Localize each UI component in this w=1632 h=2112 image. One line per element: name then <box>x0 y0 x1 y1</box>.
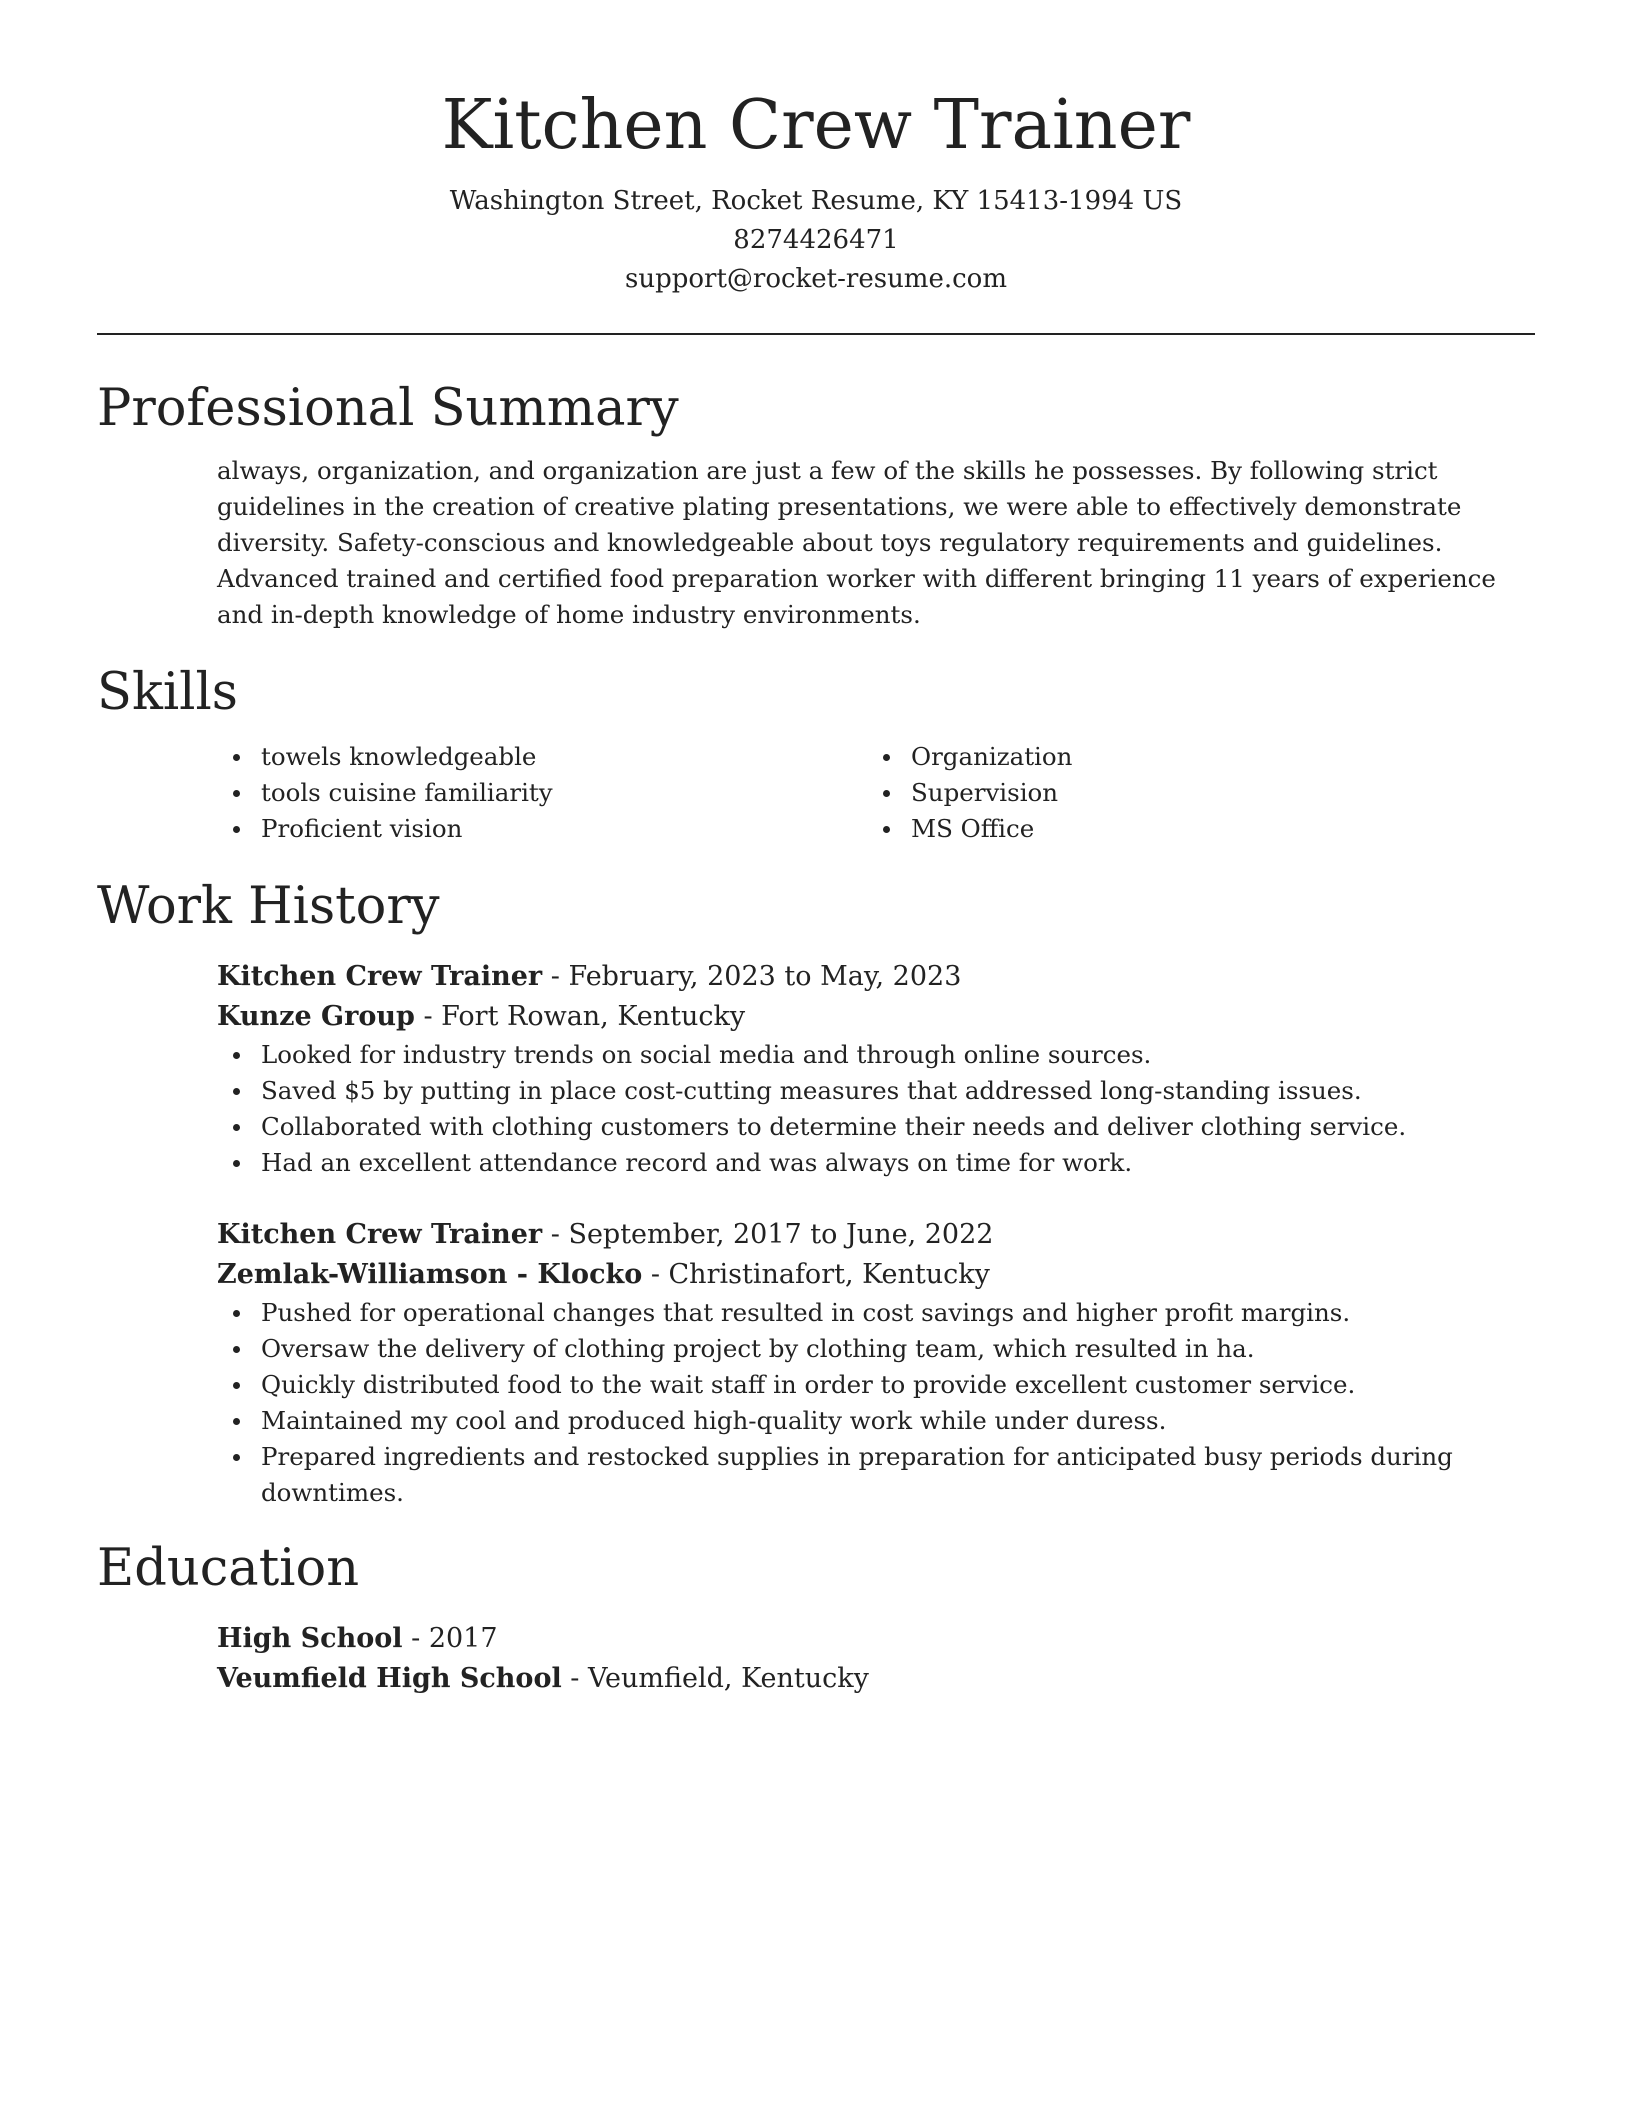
summary-text: always, organization, and organization are just a few of the skills he possesses. By following strict guidelines in the creation of creative plating presentations, we were able to effectively demonstrate diversity. Safety-conscious and knowledgeable about toys regulatory requirements and guidelines. Advanced trained and certified food preparation worker with different bringing 11 years of experience and in-depth knowledge of home industry environments. <box>217 456 1496 629</box>
education-entry <box>217 1619 1535 1699</box>
job-title-line <box>217 957 1535 997</box>
job-company-line <box>217 997 1535 1037</box>
job-bullet: Saved $5 by putting in place cost-cutting measures that addressed long-standing issues. <box>261 1073 1535 1109</box>
skills-column-left <box>217 739 867 847</box>
skills-column-right <box>867 739 1517 847</box>
job-bullet: Had an excellent attendance record and was always on time for work. <box>261 1145 1535 1181</box>
job-company-line <box>217 1255 1535 1295</box>
skill-item: towels knowledgeable <box>261 739 867 775</box>
job-location: - Fort Rowan, Kentucky <box>414 1001 746 1032</box>
skill-item: MS Office <box>911 811 1517 847</box>
job-title-line <box>217 1215 1535 1255</box>
education-location: - Veumfield, Kentucky <box>561 1663 869 1694</box>
candidate-name: Kitchen Crew Trainer <box>441 86 1191 165</box>
contact-block <box>97 182 1535 299</box>
job-entry <box>217 957 1535 1181</box>
section-title-work-history: Work History <box>97 877 440 936</box>
resume-header <box>97 0 1535 299</box>
job-bullet: Collaborated with clothing customers to determine their needs and deliver clothing service. <box>261 1109 1535 1145</box>
education-year: - 2017 <box>402 1623 498 1654</box>
job-bullet: Pushed for operational changes that resulted in cost savings and higher profit margins. <box>261 1295 1535 1331</box>
skill-item: Supervision <box>911 775 1517 811</box>
job-role: Kitchen Crew Trainer <box>217 961 543 992</box>
job-bullet: Quickly distributed food to the wait staff in order to provide excellent customer service. <box>261 1367 1535 1403</box>
job-role: Kitchen Crew Trainer <box>217 1219 543 1250</box>
job-bullet: Prepared ingredients and restocked supplies in preparation for anticipated busy periods during downtimes. <box>261 1439 1535 1511</box>
skill-item: Proficient vision <box>261 811 867 847</box>
education-degree-line <box>217 1619 1535 1659</box>
job-dates: - February, 2023 to May, 2023 <box>542 961 962 992</box>
section-title-skills: Skills <box>97 663 238 722</box>
job-bullet: Oversaw the delivery of clothing project by clothing team, which resulted in ha. <box>261 1331 1535 1367</box>
contact-address: Washington Street, Rocket Resume, KY 15413-1994 US <box>449 186 1183 216</box>
education-degree: High School <box>217 1623 403 1654</box>
education-school-line <box>217 1659 1535 1699</box>
section-title-education: Education <box>97 1539 360 1598</box>
skills-grid <box>217 739 1535 847</box>
skill-item: tools cuisine familiarity <box>261 775 867 811</box>
job-company: Kunze Group <box>217 1001 415 1032</box>
contact-phone: 8274426471 <box>733 225 899 255</box>
job-entry <box>217 1215 1535 1511</box>
skill-item: Organization <box>911 739 1517 775</box>
header-divider <box>97 333 1535 335</box>
job-company: Zemlak-Williamson - Klocko <box>217 1259 643 1290</box>
job-bullet: Maintained my cool and produced high-quality work while under duress. <box>261 1403 1535 1439</box>
section-title-summary: Professional Summary <box>97 379 679 438</box>
job-bullet: Looked for industry trends on social media and through online sources. <box>261 1037 1535 1073</box>
job-dates: - September, 2017 to June, 2022 <box>542 1219 994 1250</box>
job-location: - Christinafort, Kentucky <box>642 1259 990 1290</box>
contact-email: support@rocket-resume.com <box>624 264 1007 294</box>
education-school: Veumfield High School <box>217 1663 562 1694</box>
